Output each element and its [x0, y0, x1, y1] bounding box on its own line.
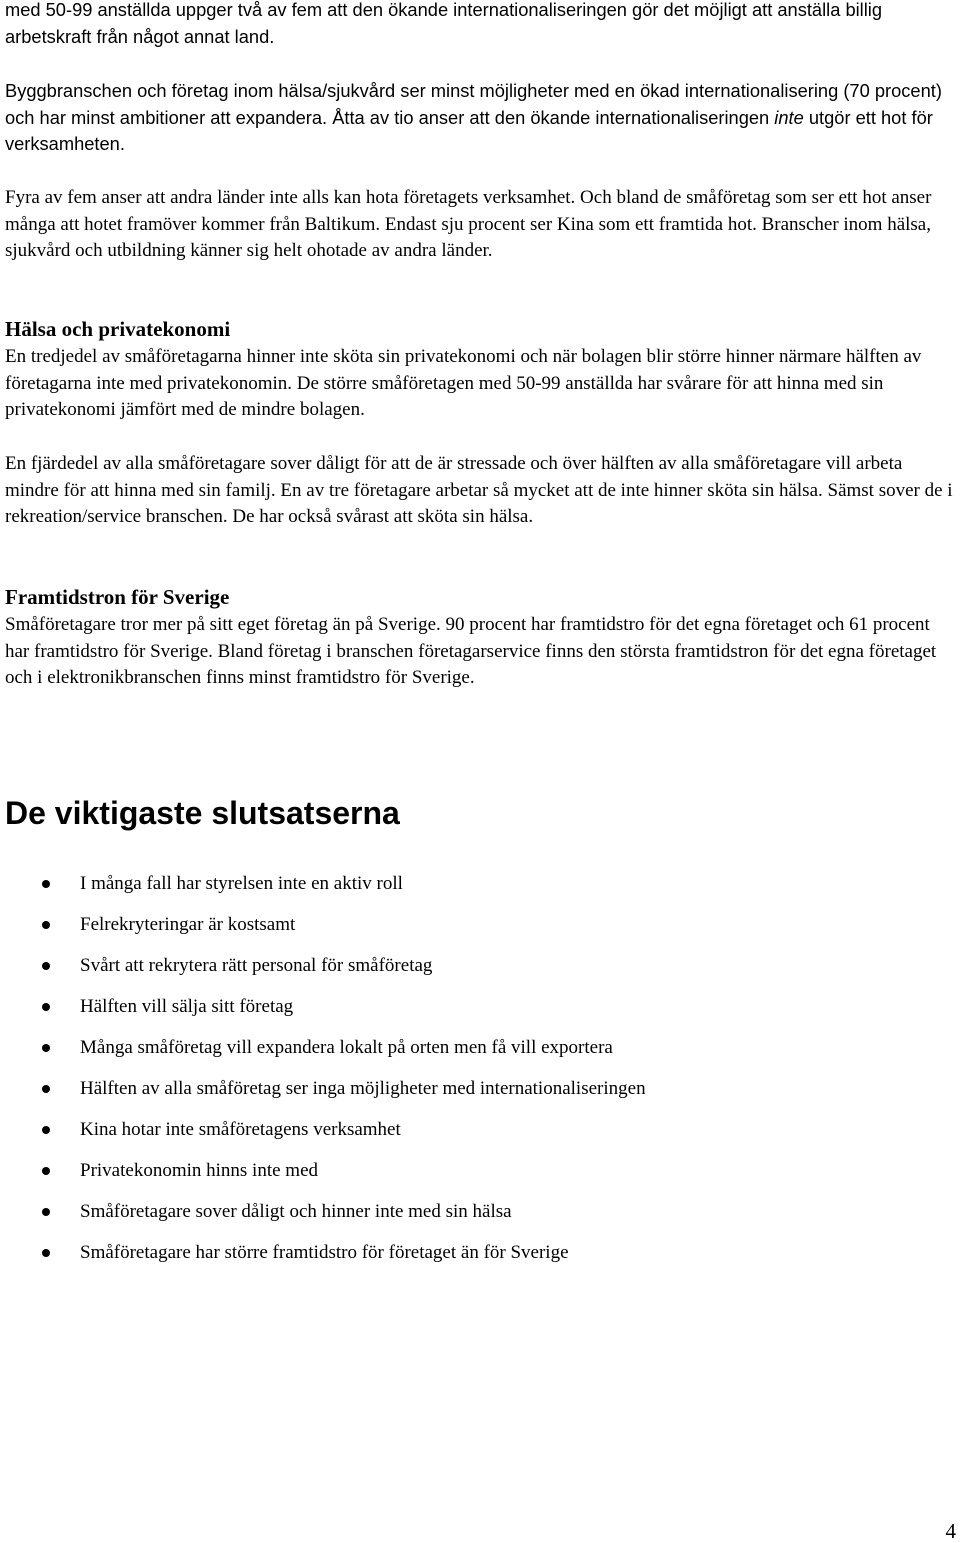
private-finance-paragraph: En tredjedel av småföretagarna hinner inte sköta sin privatekonomi och när bolagen blir större hinner närmare hälften av företagarna inte med privatekonomin. De större småföretagen med 50-99 anställda har svårare för att hinna med sin privatekonomi jämfört med de mindre bolagen. [5, 346, 922, 421]
list-item-text: Småföretagare sover dåligt och hinner inte med sin hälsa [80, 1201, 512, 1222]
list-item [5, 871, 646, 912]
list-item [5, 1158, 646, 1199]
intro-paragraph: med 50-99 anställda uppger två av fem att den ökande internationaliseringen gör det möjligt att anställa billig arbetskraft från något annat land. [5, 0, 883, 47]
list-item [5, 912, 646, 953]
bullet-icon [42, 962, 50, 970]
list-item-text: I många fall har styrelsen inte en aktiv roll [80, 873, 403, 894]
list-item [5, 1199, 646, 1240]
bullet-icon [42, 1044, 50, 1052]
list-item-text: Småföretagare har större framtidstro för företaget än för Sverige [80, 1242, 569, 1263]
bullet-icon [42, 1003, 50, 1011]
list-item-text: Felrekryteringar är kostsamt [80, 914, 296, 935]
conclusions-list [5, 871, 646, 1281]
sleep-health-paragraph: En fjärdedel av alla småföretagare sover dåligt för att de är stressade och över hälften av alla småföretagare vill arbeta mindre för att hinna med sin familj. En av tre företagare arbetar så mycket att de inte hinner sköta sin hälsa. Sämst sover de i rekreation/service branschen. De har också svårast att sköta sin hälsa. [5, 453, 953, 528]
bullet-icon [42, 1249, 50, 1257]
list-item [5, 1076, 646, 1117]
heading-future-sweden: Framtidstron för Sverige [5, 585, 230, 609]
heading-health-finance: Hälsa och privatekonomi [5, 317, 231, 341]
list-item [5, 953, 646, 994]
bullet-icon [42, 1167, 50, 1175]
future-paragraph: Småföretagare tror mer på sitt eget företag än på Sverige. 90 procent har framtidstro för det egna företaget och 61 procent har framtidstro för Sverige. Bland företag i branschen företagarservice finns den största framtidstron för det egna företaget och i elektronikbranschen finns minst framtidstro för Sverige. [5, 614, 937, 689]
list-item-text: Kina hotar inte småföretagens verksamhet [80, 1119, 401, 1140]
bullet-icon [42, 880, 50, 888]
threat-paragraph: Fyra av fem anser att andra länder inte alls kan hota företagets verksamhet. Och bland de småföretag som ser ett hot anser många att hotet framöver kommer från Baltikum. Endast sju procent ser Kina som ett framtida hot. Branscher inom hälsa, sjukvård och utbildning känner sig helt ohotade av andra länder. [5, 187, 932, 262]
list-item [5, 994, 646, 1035]
bullet-icon [42, 1126, 50, 1134]
list-item-text: Många småföretag vill expandera lokalt på orten men få vill exportera [80, 1037, 613, 1058]
list-item-text: Svårt att rekrytera rätt personal för småföretag [80, 955, 433, 976]
heading-conclusions: De viktigaste slutsatserna [5, 795, 400, 831]
construction-paragraph-part2: utgör ett hot för verksamheten. [5, 106, 933, 155]
bullet-icon [42, 921, 50, 929]
list-item [5, 1035, 646, 1076]
page-number: 4 [945, 1519, 956, 1543]
list-item [5, 1117, 646, 1158]
list-item [5, 1240, 646, 1281]
bullet-icon [42, 1085, 50, 1093]
list-item-text: Privatekonomin hinns inte med [80, 1160, 319, 1181]
construction-paragraph-emphasis: inte [774, 106, 804, 128]
bullet-icon [42, 1208, 50, 1216]
construction-paragraph [5, 78, 953, 158]
list-item-text: Hälften vill sälja sitt företag [80, 996, 294, 1017]
construction-paragraph-part1: Byggbranschen och företag inom hälsa/sjukvård ser minst möjligheter med en ökad internationalisering (70 procent) och har minst ambitioner att expandera. Åtta av tio anser att den ökande internationaliseringen [5, 80, 942, 128]
list-item-text: Hälften av alla småföretag ser inga möjligheter med internationaliseringen [80, 1078, 646, 1099]
